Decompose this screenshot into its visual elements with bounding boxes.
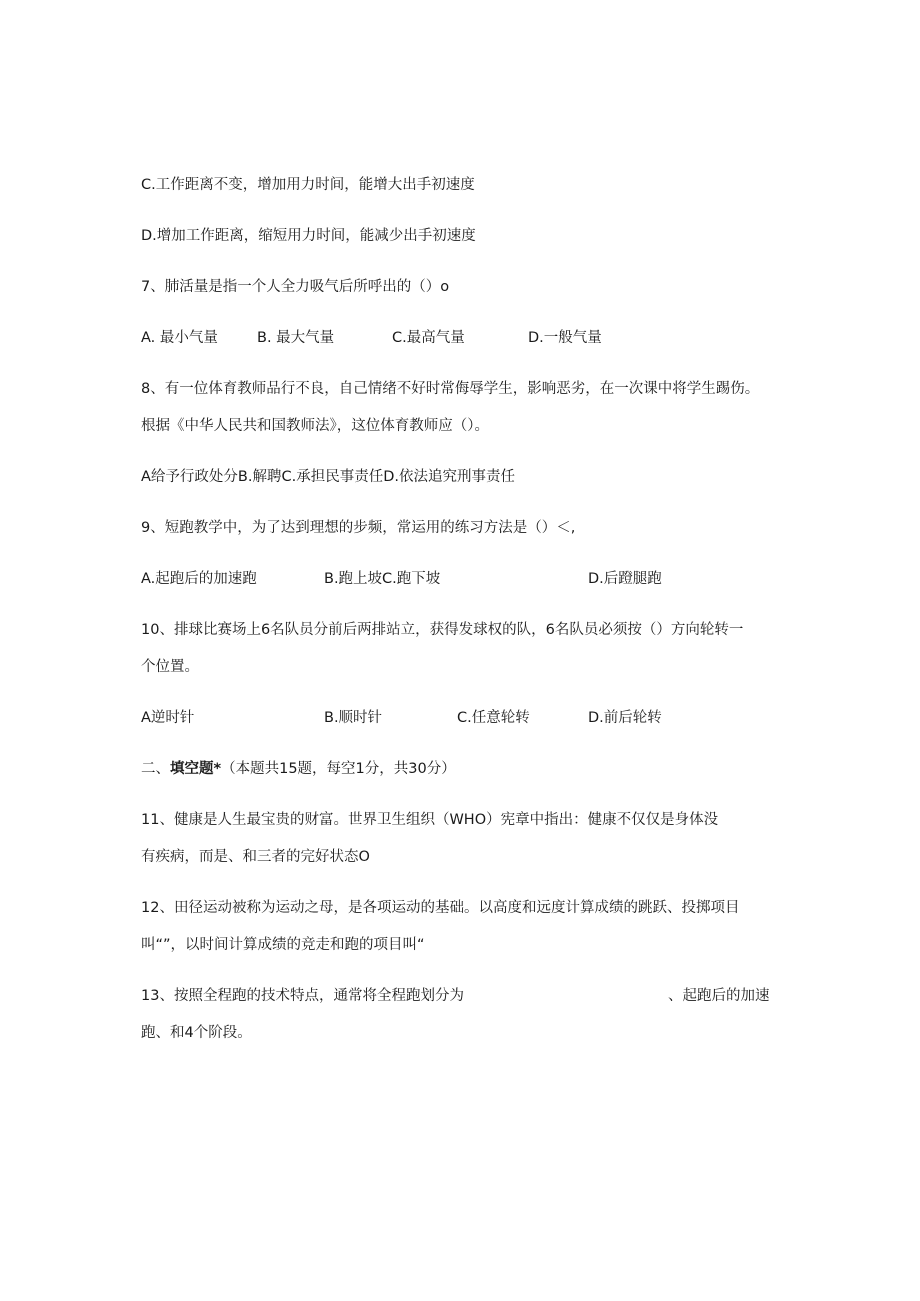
q6-option-d: D.增加工作距离，缩短用力时间，能减少出手初速度 [141, 228, 476, 244]
q7-option-c: C.最高气量 [392, 330, 465, 346]
question-11-line-1: 11、健康是人生最宝贵的财富。世界卫生组织（WHO）宪章中指出：健康不仅仅是身体没 [141, 812, 719, 828]
question-13-line-1-right: 、起跑后的加速 [668, 988, 770, 1004]
section-number: 二、 [141, 761, 170, 777]
question-8-line-2: 根据《中华人民共和国教师法》，这位体育教师应（）。 [141, 418, 489, 434]
section-note: （本题共15题，每空1分，共30分） [221, 761, 456, 777]
q6-option-c: C.工作距离不变，增加用力时间，能增大出手初速度 [141, 177, 475, 193]
q10-option-b: B.顺时针 [324, 710, 383, 726]
q9-option-d: D.后蹬腿跑 [588, 571, 662, 587]
question-10-line-2: 个位置。 [141, 659, 199, 675]
question-8-line-1: 8、有一位体育教师品行不良，自己情绪不好时常侮辱学生，影响恶劣，在一次课中将学生踢伤。 [141, 381, 760, 397]
question-13-line-1-left: 13、按照全程跑的技术特点，通常将全程跑划分为 [141, 988, 464, 1004]
q10-option-a: A逆时针 [141, 710, 195, 726]
question-11-line-2: 有疾病，而是、和三者的完好状态O [141, 849, 370, 865]
q7-option-b: B. 最大气量 [257, 330, 335, 346]
q7-option-d: D.一般气量 [528, 330, 602, 346]
q10-option-d: D.前后轮转 [588, 710, 662, 726]
question-7: 7、肺活量是指一个人全力吸气后所呼出的（）o [141, 279, 450, 295]
q7-option-a: A. 最小气量 [141, 330, 218, 346]
question-12-line-2: 叫“”，以时间计算成绩的竞走和跑的项目叫“ [141, 937, 425, 953]
section-heading [141, 759, 456, 779]
question-12-line-1: 12、田径运动被称为运动之母，是各项运动的基础。以高度和远度计算成绩的跳跃、投掷项目 [141, 900, 740, 916]
question-13-line-2: 跑、和4个阶段。 [141, 1025, 252, 1041]
q9-option-bc: B.跑上坡C.跑下坡 [324, 571, 441, 587]
question-10-line-1: 10、排球比赛场上6名队员分前后两排站立，获得发球权的队，6名队员必须按（）方向轮转一 [141, 622, 744, 638]
section-title: 填空题* [170, 761, 222, 777]
q10-option-c: C.任意轮转 [457, 710, 530, 726]
q9-option-a: A.起跑后的加速跑 [141, 571, 257, 587]
question-9: 9、短跑教学中，为了达到理想的步频，常运用的练习方法是（）＜, [141, 520, 576, 536]
q8-options: A给予行政处分B.解聘C.承担民事责任D.依法追究刑事责任 [141, 469, 515, 485]
